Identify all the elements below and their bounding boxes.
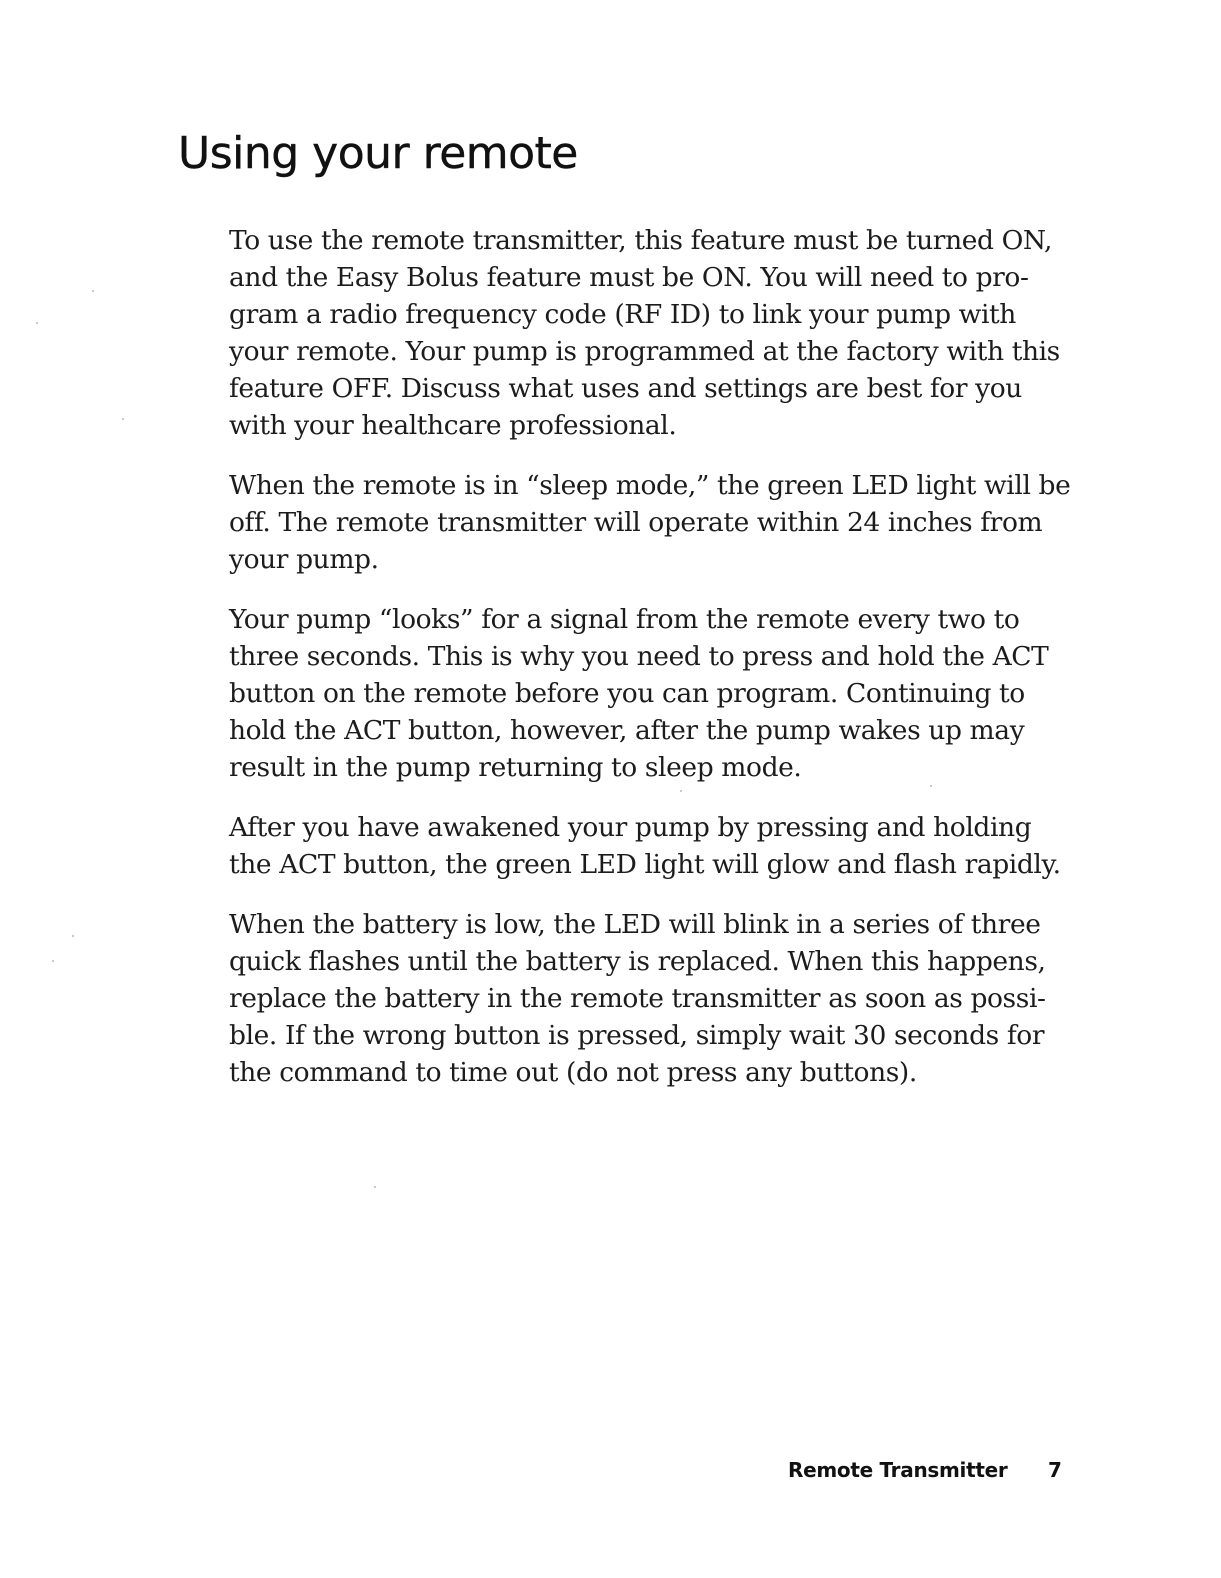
text-line: Your pump “looks” for a signal from the remote every two to — [229, 604, 1020, 635]
text-line: button on the remote before you can program. Continuing to — [229, 678, 1025, 709]
text-line: off. The remote transmitter will operate within 24 inches from — [229, 507, 1043, 538]
paragraph-1 — [229, 222, 1059, 444]
scan-speck — [374, 1186, 376, 1188]
scan-speck — [72, 935, 74, 937]
text-line: quick flashes until the battery is replaced. When this happens, — [229, 946, 1046, 977]
text-line: with your healthcare professional. — [229, 410, 677, 441]
scan-speck — [92, 290, 94, 292]
text-line: the ACT button, the green LED light will glow and flash rapidly. — [229, 849, 1061, 880]
paragraph-2 — [229, 467, 1071, 578]
text-line: After you have awakened your pump by pressing and holding — [229, 812, 1032, 843]
footer-page-number: 7 — [1048, 1458, 1062, 1482]
text-line: feature OFF. Discuss what uses and settings are best for you — [229, 373, 1022, 404]
text-line: hold the ACT button, however, after the pump wakes up may — [229, 715, 1025, 746]
footer-section-title: Remote Transmitter — [788, 1458, 1008, 1482]
text-line: To use the remote transmitter, this feature must be turned ON, — [229, 225, 1053, 256]
scan-speck — [680, 790, 682, 792]
text-line: replace the battery in the remote transmitter as soon as possi- — [229, 983, 1046, 1014]
text-line: three seconds. This is why you need to press and hold the ACT — [229, 641, 1049, 672]
text-line: gram a radio frequency code (RF ID) to link your pump with — [229, 299, 1016, 330]
text-line: ble. If the wrong button is pressed, simply wait 30 seconds for — [229, 1020, 1045, 1051]
scan-speck — [52, 960, 54, 962]
paragraph-4 — [229, 809, 1059, 883]
scan-speck — [36, 322, 38, 324]
text-line: result in the pump returning to sleep mode. — [229, 752, 802, 783]
text-line: the command to time out (do not press any buttons). — [229, 1057, 917, 1088]
text-line: your remote. Your pump is programmed at the factory with this — [229, 336, 1060, 367]
text-line: When the remote is in “sleep mode,” the green LED light will be — [229, 470, 1071, 501]
paragraph-3 — [229, 601, 1059, 786]
scan-speck — [930, 785, 932, 787]
page-heading: Using your remote — [178, 128, 578, 179]
paragraph-5 — [229, 906, 1059, 1091]
text-line: your pump. — [229, 544, 379, 575]
scan-speck — [122, 418, 124, 420]
text-line: and the Easy Bolus feature must be ON. You will need to pro- — [229, 262, 1029, 293]
body-text — [229, 222, 1071, 1114]
text-line: When the battery is low, the LED will blink in a series of three — [229, 909, 1041, 940]
